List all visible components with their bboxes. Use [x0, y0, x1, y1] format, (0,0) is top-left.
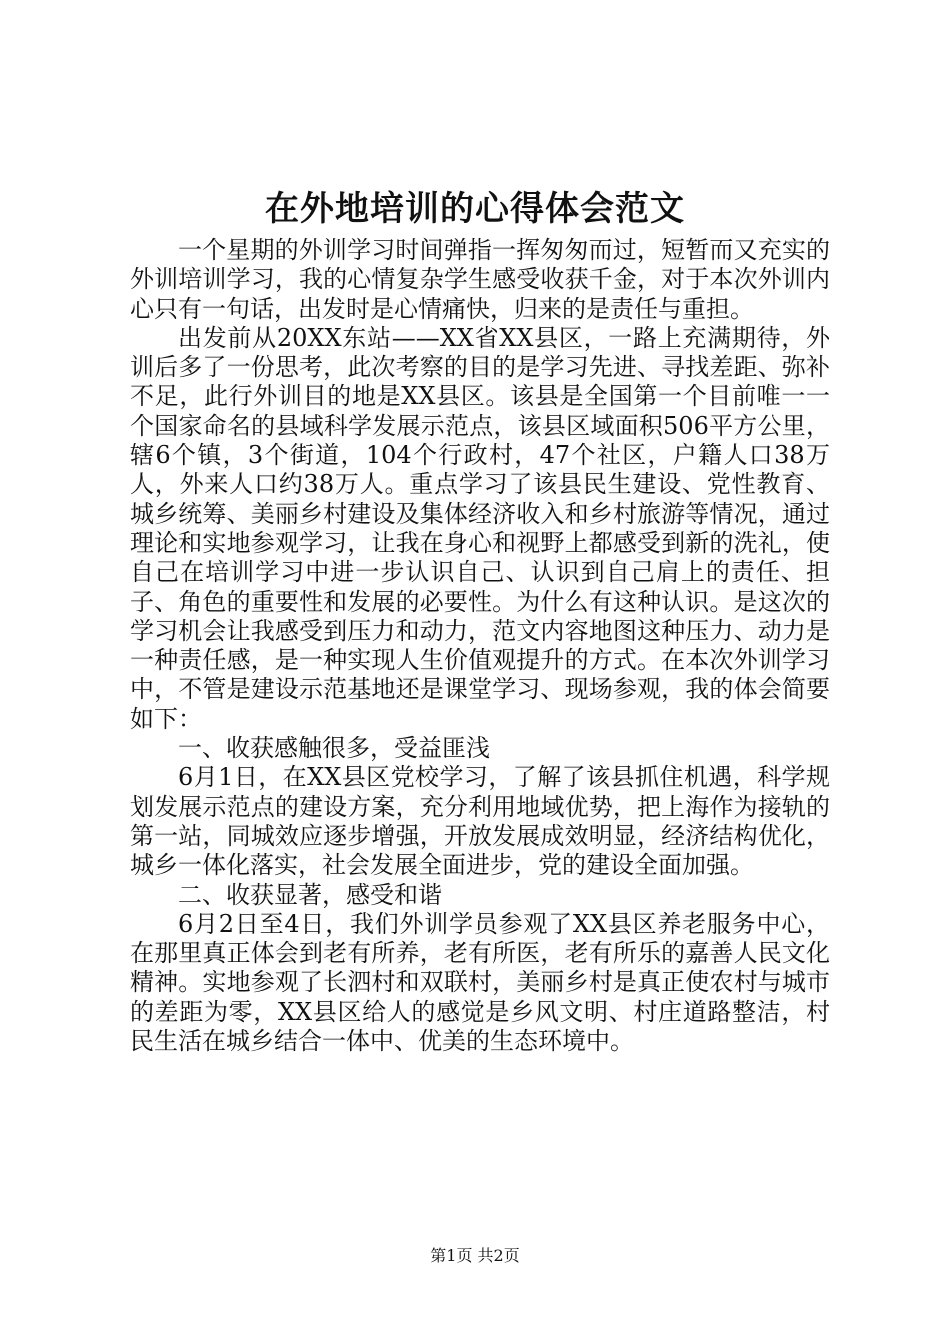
paragraph: 6月2日至4日，我们外训学员参观了XX县区养老服务中心，在那里真正体会到老有所养，老有所医，老有所乐的嘉善人民文化精神。实地参观了长泗村和双联村，美丽乡村是真正使农村与城市的差距为零，XX县区给人的感觉是乡风文明、村庄道路整洁，村民生活在城乡结合一体中、优美的生态环境中。 [130, 909, 830, 1056]
paragraph: 一个星期的外训学习时间弹指一挥匆匆而过，短暂而又充实的外训培训学习，我的心情复杂学生感受收获千金，对于本次外训内心只有一句话，出发时是心情痛快，归来的是责任与重担。 [130, 236, 830, 323]
document-title: 在外地培训的心得体会范文 [265, 189, 685, 229]
paragraph: 6月1日，在XX县区党校学习，了解了该县抓住机遇，科学规划发展示范点的建设方案，充分利用地域优势，把上海作为接轨的第一站，同城效应逐步增强，开放发展成效明显，经济结构优化，城乡一体化落实，社会发展全面进步，党的建设全面加强。 [130, 763, 830, 880]
section-heading: 二、收获显著，感受和谐 [178, 880, 442, 909]
document-body [130, 236, 830, 1056]
paragraph: 出发前从20XX东站——XX省XX县区，一路上充满期待，外训后多了一份思考，此次考察的目的是学习先进、寻找差距、弥补不足，此行外训目的地是XX县区。该县是全国第一个目前唯一一个国家命名的县域科学发展示范点，该县区域面积506平方公里，辖6个镇，3个街道，104个行政村，47个社区，户籍人口38万人，外来人口约38万人。重点学习了该县民生建设、党性教育、城乡统筹、美丽乡村建设及集体经济收入和乡村旅游等情况，通过理论和实地参观学习，让我在身心和视野上都感受到新的洗礼，使自己在培训学习中进一步认识自己、认识到自己肩上的责任、担子、角色的重要性和发展的必要性。为什么有这种认识。是这次的学习机会让我感受到压力和动力，范文内容地图这种压力、动力是一种责任感，是一种实现人生价值观提升的方式。在本次外训学习中，不管是建设示范基地还是课堂学习、现场参观，我的体会简要如下： [130, 323, 830, 733]
section-heading: 一、收获感触很多，受益匪浅 [178, 734, 490, 763]
page-indicator: 第1页 共2页 [430, 1246, 520, 1265]
